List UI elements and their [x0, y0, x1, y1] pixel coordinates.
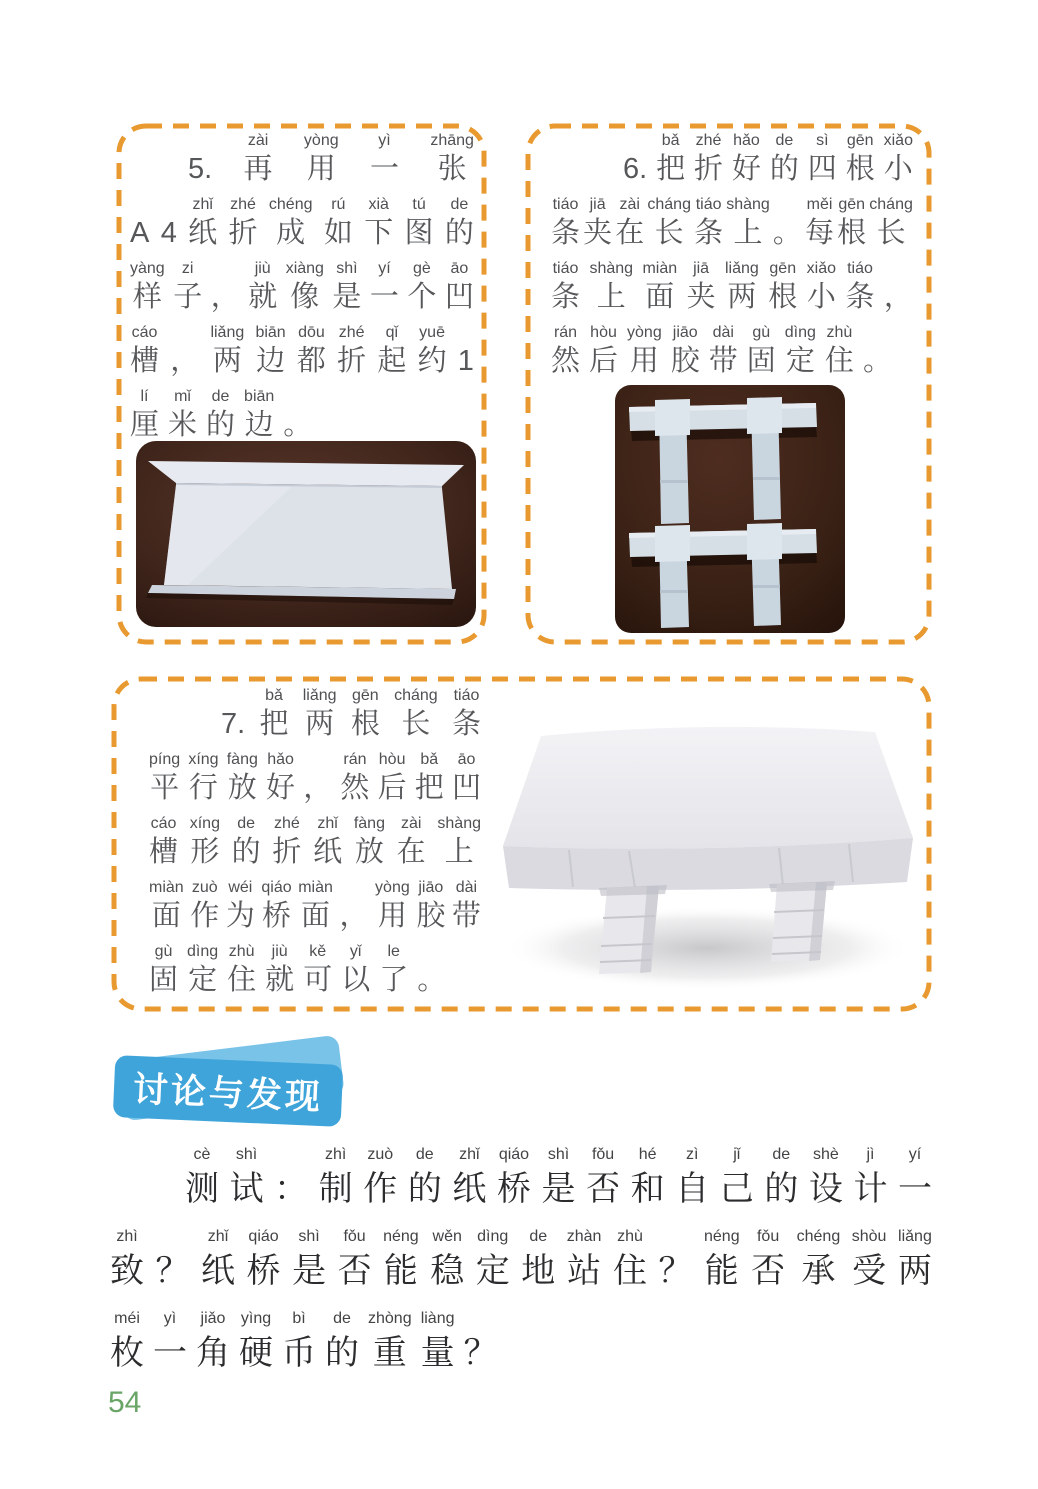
ruby-unit: bǎ 把 [259, 687, 289, 740]
ruby-unit: āo 凹 [444, 260, 474, 313]
ruby-unit: dìng 定 [475, 1228, 510, 1290]
ruby-unit: zhǐ 纸 [313, 815, 343, 868]
ruby-unit: ： [274, 1171, 309, 1208]
step6-text [551, 131, 913, 387]
ruby-unit: hé 和 [630, 1146, 665, 1208]
ruby-unit: yǐ 以 [341, 943, 371, 996]
ruby-unit: jiāo 胶 [416, 879, 446, 932]
text-line [149, 750, 481, 806]
ruby-unit: bì 币 [282, 1310, 316, 1372]
ruby-unit: fǒu 否 [751, 1228, 786, 1290]
ruby-unit: shì 是 [292, 1228, 327, 1290]
ruby-unit: de 的 [206, 388, 236, 441]
ruby-unit: zhé 折 [337, 324, 367, 377]
ruby-unit: āo 凹 [451, 751, 481, 804]
ruby-unit: zhàn 站 [566, 1228, 602, 1290]
ruby-unit: liǎng 两 [302, 687, 337, 740]
ruby-unit: yí 一 [898, 1146, 932, 1208]
ruby-unit: ， [883, 281, 913, 313]
page-number: 54 [108, 1386, 142, 1419]
ruby-unit: tiáo 条 [845, 260, 875, 313]
ruby-unit: 1 [457, 345, 474, 377]
ruby-unit: chéng 承 [796, 1228, 841, 1290]
ruby-unit: dài 带 [451, 879, 481, 932]
step7-photo-paper-bridge [479, 696, 929, 996]
ruby-unit: A [130, 217, 150, 249]
ruby-unit: ？ [658, 1253, 693, 1290]
ruby-unit: liǎng 两 [725, 260, 759, 313]
ruby-unit: cháng 长 [869, 196, 913, 249]
step5-photo-folded-paper [136, 441, 476, 627]
ruby-unit: hòu 后 [589, 324, 619, 377]
ruby-unit: ， [210, 281, 240, 313]
ruby-unit: gù 固 [149, 943, 179, 996]
ruby-unit: zhé 折 [228, 196, 258, 249]
ruby-unit: zhé 折 [694, 132, 724, 185]
ruby-unit: zài 在 [396, 815, 426, 868]
ruby-unit: yòng 用 [303, 132, 339, 185]
step5-text [130, 131, 474, 451]
ruby-unit: zhǐ 纸 [452, 1146, 487, 1208]
ruby-unit: sì 四 [807, 132, 837, 185]
ruby-unit: yì 一 [369, 132, 399, 185]
ruby-unit: dài 带 [708, 324, 738, 377]
ruby-unit: le 了 [379, 943, 409, 996]
ruby-unit: cáo 槽 [130, 324, 160, 377]
ruby-unit: zì 自 [675, 1146, 710, 1208]
step7-box [111, 676, 932, 1012]
ruby-unit: néng 能 [383, 1228, 419, 1290]
ruby-unit: xíng 形 [189, 815, 220, 868]
ruby-unit: jiā 夹 [583, 196, 613, 249]
ruby-unit: 4 [160, 217, 177, 249]
ruby-unit: 6. [623, 153, 648, 185]
ruby-unit: zài 再 [243, 132, 273, 185]
ruby-unit: shì 是 [541, 1146, 576, 1208]
ruby-unit: shàng 上 [726, 196, 770, 249]
ruby-unit: píng 平 [149, 751, 181, 804]
ruby-unit: hòu 后 [377, 751, 407, 804]
ruby-unit: rán 然 [340, 751, 370, 804]
text-line [149, 878, 481, 934]
ruby-unit: zhǐ 纸 [188, 196, 218, 249]
ruby-unit: fǒu 否 [586, 1146, 621, 1208]
ruby-unit: hǎo 好 [266, 751, 296, 804]
ruby-unit: zi 子 [173, 260, 203, 313]
ruby-unit: rú 如 [323, 196, 353, 249]
text-line [110, 1227, 932, 1297]
ruby-unit: jiǎo 角 [196, 1310, 230, 1372]
ruby-unit: liǎng 两 [210, 324, 245, 377]
ruby-unit: zhòng 重 [368, 1310, 412, 1372]
text-line [110, 1309, 932, 1379]
banner-title: 讨论与发现 [132, 1069, 324, 1118]
step6-photo-paper-strips [615, 385, 845, 633]
ruby-unit: wěn 稳 [430, 1228, 465, 1290]
ruby-unit: shàng 上 [589, 260, 634, 313]
text-line [149, 686, 481, 742]
ruby-unit: xiǎo 小 [806, 260, 837, 313]
ruby-unit: gēn 根 [350, 687, 380, 740]
ruby-unit: tiáo 条 [551, 196, 581, 249]
ruby-unit: shòu 受 [851, 1228, 887, 1290]
ruby-unit: zhù 住 [824, 324, 854, 377]
ruby-unit: shì 试 [229, 1146, 264, 1208]
ruby-unit: mǐ 米 [168, 388, 198, 441]
ruby-unit: méi 枚 [110, 1310, 144, 1372]
text-line [551, 323, 913, 379]
ruby-unit: zhù 住 [227, 943, 257, 996]
ruby-unit: dōu 都 [296, 324, 326, 377]
ruby-unit: 7. [221, 708, 246, 740]
ruby-unit: yìng 硬 [239, 1310, 273, 1372]
ruby-unit: 。 [417, 964, 447, 996]
ruby-unit: de 的 [444, 196, 474, 249]
ruby-unit: biān 边 [255, 324, 286, 377]
ruby-unit: zhǐ 纸 [201, 1228, 236, 1290]
step7-text [149, 686, 481, 1006]
ruby-unit: yòng 用 [627, 324, 662, 377]
ruby-unit: shè 设 [808, 1146, 843, 1208]
ruby-unit: zhì 致 [110, 1228, 144, 1290]
ruby-unit: tiáo 条 [694, 196, 724, 249]
ruby-unit: gù 固 [746, 324, 776, 377]
ruby-unit: yí 一 [369, 260, 399, 313]
ruby-unit: biān 边 [244, 388, 275, 441]
ruby-unit: yì 一 [153, 1310, 187, 1372]
discussion-banner [112, 1046, 348, 1130]
text-line [130, 323, 474, 379]
text-line [130, 259, 474, 315]
text-line [130, 387, 474, 443]
ruby-unit: zuò 作 [363, 1146, 398, 1208]
text-line [551, 259, 913, 315]
ruby-unit: tú 图 [404, 196, 434, 249]
ruby-unit: jǐ 己 [719, 1146, 754, 1208]
ruby-unit: de 的 [764, 1146, 799, 1208]
ruby-unit: jiù 就 [265, 943, 295, 996]
ruby-unit: ， [303, 772, 333, 804]
text-line [551, 195, 913, 251]
step5-box [116, 123, 487, 645]
ruby-unit: fǒu 否 [337, 1228, 372, 1290]
ruby-unit: tiáo 条 [451, 687, 481, 740]
discussion-text [110, 1145, 932, 1391]
ruby-unit: jì 计 [853, 1146, 888, 1208]
banner-front-shape [113, 1055, 343, 1127]
ruby-unit: dìng 定 [187, 943, 219, 996]
ruby-unit: zài 在 [615, 196, 645, 249]
ruby-unit: yuē 约 [417, 324, 447, 377]
text-line [130, 195, 474, 251]
text-line [551, 131, 913, 187]
ruby-unit: ？ [463, 1335, 498, 1372]
ruby-unit: cè 测 [185, 1146, 219, 1208]
ruby-unit: hǎo 好 [731, 132, 761, 185]
ruby-unit: 。 [772, 217, 802, 249]
ruby-unit: kě 可 [303, 943, 333, 996]
ruby-unit: 。 [283, 409, 313, 441]
text-line [130, 131, 474, 187]
ruby-unit: miàn 面 [642, 260, 678, 313]
text-line [149, 942, 481, 998]
ruby-unit: de 的 [325, 1310, 359, 1372]
ruby-unit: jiā 夹 [686, 260, 716, 313]
ruby-unit: ？ [155, 1253, 190, 1290]
text-line [149, 814, 481, 870]
ruby-unit: qiáo 桥 [261, 879, 292, 932]
ruby-unit: liàng 量 [420, 1310, 455, 1372]
ruby-unit: shì 是 [332, 260, 362, 313]
ruby-unit: ， [170, 345, 200, 377]
ruby-unit: xiàng 像 [285, 260, 324, 313]
ruby-unit: bǎ 把 [656, 132, 686, 185]
ruby-unit: gēn 根 [845, 132, 875, 185]
ruby-unit: gè 个 [407, 260, 437, 313]
ruby-unit: de 的 [407, 1146, 442, 1208]
ruby-unit: zhù 住 [612, 1228, 647, 1290]
step6-box [525, 123, 932, 645]
ruby-unit: zhāng 张 [430, 132, 474, 185]
ruby-unit: xíng 行 [188, 751, 219, 804]
ruby-unit: fàng 放 [353, 815, 385, 868]
ruby-unit: cháng 长 [647, 196, 691, 249]
ruby-unit: de 地 [521, 1228, 556, 1290]
ruby-unit: yòng 用 [375, 879, 410, 932]
ruby-unit: lí 厘 [130, 388, 160, 441]
ruby-unit: jiāo 胶 [670, 324, 700, 377]
ruby-unit: xiǎo 小 [883, 132, 913, 185]
ruby-unit: bǎ 把 [414, 751, 444, 804]
ruby-unit: qiáo 桥 [496, 1146, 531, 1208]
ruby-unit: liǎng 两 [897, 1228, 932, 1290]
ruby-unit: néng 能 [704, 1228, 740, 1290]
ruby-unit: zuò 作 [190, 879, 220, 932]
ruby-unit: de 的 [769, 132, 799, 185]
ruby-unit: ， [339, 900, 369, 932]
ruby-unit: rán 然 [551, 324, 581, 377]
ruby-unit: yàng 样 [130, 260, 165, 313]
ruby-unit: cháng 长 [394, 687, 438, 740]
ruby-unit: chéng 成 [268, 196, 313, 249]
ruby-unit: zhì 制 [318, 1146, 353, 1208]
ruby-unit: gēn 根 [837, 196, 867, 249]
ruby-unit: xià 下 [364, 196, 394, 249]
ruby-unit: dìng 定 [784, 324, 816, 377]
ruby-unit: qǐ 起 [377, 324, 407, 377]
ruby-unit: miàn 面 [149, 879, 184, 932]
ruby-unit: fàng 放 [226, 751, 258, 804]
ruby-unit: wéi 为 [225, 879, 255, 932]
ruby-unit: de 的 [231, 815, 261, 868]
ruby-unit: miàn 面 [298, 879, 333, 932]
ruby-unit: tiáo 条 [551, 260, 581, 313]
ruby-unit: měi 每 [805, 196, 835, 249]
ruby-unit: 5. [188, 153, 213, 185]
ruby-unit: jiù 就 [248, 260, 278, 313]
ruby-unit: shàng 上 [437, 815, 481, 868]
ruby-unit: 。 [862, 345, 892, 377]
ruby-unit: qiáo 桥 [246, 1228, 281, 1290]
text-line [110, 1145, 932, 1215]
ruby-unit: cáo 槽 [149, 815, 179, 868]
ruby-unit: gēn 根 [768, 260, 798, 313]
ruby-unit: zhé 折 [272, 815, 302, 868]
